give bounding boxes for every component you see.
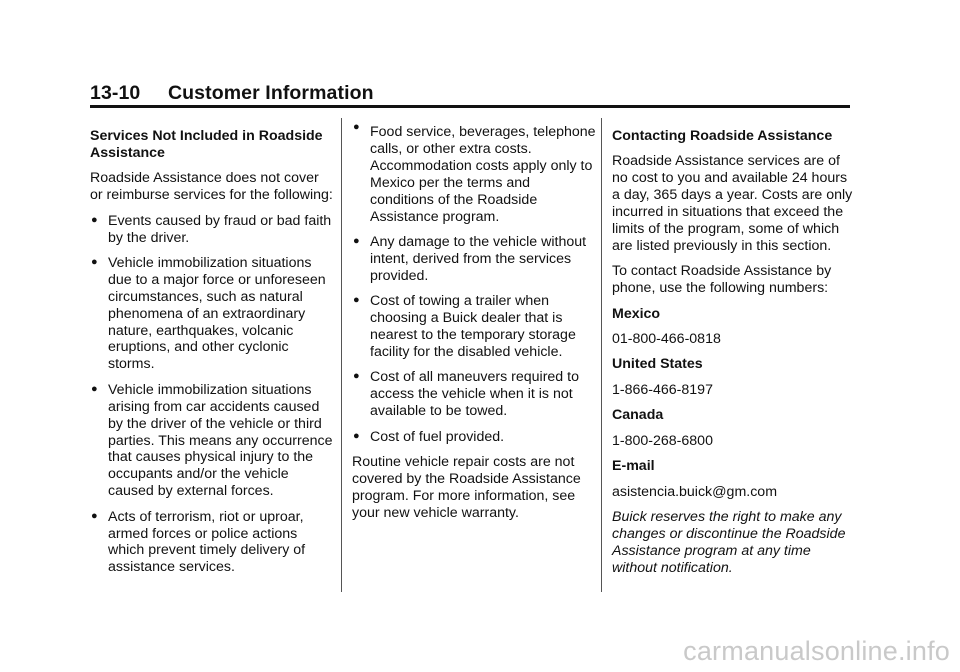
column-divider-2 (601, 118, 602, 592)
closing-paragraph: Routine vehicle repair costs are not covered by the Roadside Assistance program. For more information, see your new vehicle warranty. (352, 453, 581, 521)
column-3 (612, 128, 856, 585)
bullet-icon: ● (353, 429, 360, 442)
contact-value-mexico: 01-800-466-0818 (612, 331, 721, 348)
list-item: ● Food service, beverages, telephone calls, or other extra costs. Accommodation costs apply only to Mexico per the terms and conditions of the Roadside Assistance program. (353, 121, 596, 225)
section-heading-contacting: Contacting Roadside Assistance (612, 128, 833, 144)
contact-paragraph: To contact Roadside Assistance by phone, use the following numbers: (612, 263, 832, 297)
list-item: ● Acts of terrorism, riot or uproar, armed forces or police actions which prevent timely delivery of assistance services. (91, 508, 306, 576)
watermark: carmanualsonline.info (683, 636, 950, 666)
services-paragraph: Roadside Assistance services are of no cost to you and available 24 hours a day, 365 days a year. Costs are only incurred in situations that exceed the limits of the program, some of which are listed previously in this section. (612, 153, 853, 254)
contact-label-canada: Canada (612, 407, 664, 424)
bullet-icon: ● (91, 213, 98, 226)
not-included-list (90, 213, 334, 577)
list-item: ● Cost of fuel provided. (353, 428, 505, 445)
contact-label-email: E-mail (612, 458, 655, 475)
contact-label-mexico: Mexico (612, 305, 661, 322)
list-item: ● Events caused by fraud or bad faith by the driver. (91, 212, 332, 246)
bullet-icon: ● (91, 382, 98, 395)
bullet-icon: ● (91, 255, 98, 268)
list-item: ● Vehicle immobilization situations arising from car accidents caused by the driver of the vehicle or third parties. This means any occurrence that causes physical injury to the occupants and/or the vehicle caused by external forces. (91, 381, 333, 500)
column-2 (352, 121, 596, 530)
intro-paragraph: Roadside Assistance does not cover or reimburse services for the following: (90, 170, 333, 204)
list-item: ● Cost of towing a trailer when choosing a Buick dealer that is nearest to the temporary storage facility for the disabled vehicle. (353, 293, 576, 360)
bullet-icon: ● (353, 370, 360, 383)
column-divider-1 (341, 118, 342, 592)
column-1 (90, 128, 334, 585)
contact-value-email: asistencia.buick@gm.com (612, 483, 778, 500)
bullet-icon: ● (353, 234, 360, 247)
page-header (90, 80, 850, 106)
section-heading-not-included: Services Not Included in Roadside Assistance (90, 128, 323, 161)
disclaimer-note: Buick reserves the right to make any changes or discontinue the Roadside Assistance program at any time without notification. (612, 508, 846, 576)
contact-value-canada: 1-800-268-6800 (612, 432, 713, 449)
list-item: ● Vehicle immobilization situations due to a major force or unforeseen circumstances, such as natural phenomena of an extraordinary nature, earthquakes, volcanic eruptions, and other cyclonic storms. (91, 254, 326, 373)
contact-value-united-states: 1-866-466-8197 (612, 381, 713, 398)
list-item: ● Cost of all maneuvers required to access the vehicle when it is not available to be towed. (353, 369, 579, 420)
not-included-list-continued (352, 121, 596, 445)
header-rule (90, 105, 850, 108)
bullet-icon: ● (91, 509, 98, 522)
page-title: 13-10 Customer Information (90, 82, 374, 104)
bullet-icon: ● (353, 294, 360, 307)
bullet-icon: ● (353, 121, 360, 133)
list-item: ● Any damage to the vehicle without intent, derived from the services provided. (353, 233, 587, 284)
contact-label-united-states: United States (612, 356, 703, 373)
